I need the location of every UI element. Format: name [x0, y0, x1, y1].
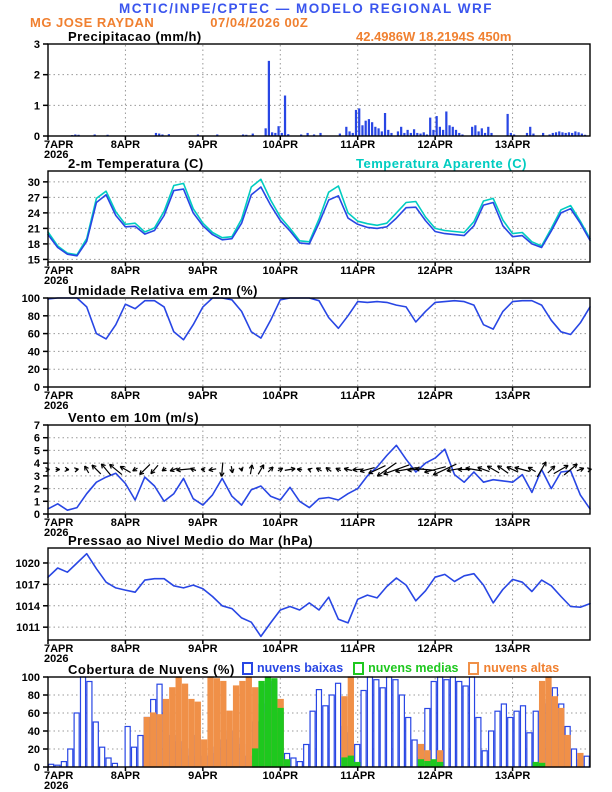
svg-text:0: 0	[33, 509, 40, 521]
svg-text:80: 80	[27, 310, 40, 323]
svg-text:11APR: 11APR	[340, 517, 376, 529]
svg-text:10APR: 10APR	[262, 390, 299, 402]
svg-text:7APR: 7APR	[44, 643, 74, 655]
svg-text:12APR: 12APR	[417, 139, 453, 151]
svg-text:13APR: 13APR	[494, 139, 531, 151]
svg-text:9APR: 9APR	[188, 770, 218, 782]
svg-text:9APR: 9APR	[188, 390, 218, 402]
svg-text:2026: 2026	[44, 780, 69, 792]
svg-text:21: 21	[27, 223, 40, 236]
svg-text:10APR: 10APR	[262, 139, 299, 151]
legend-temperatura-aparente: Temperatura Aparente (C)	[356, 156, 527, 171]
svg-text:2026: 2026	[44, 653, 69, 665]
svg-text:40: 40	[27, 346, 40, 359]
panel-title-humidity: Umidade Relativa em 2m (%)	[68, 283, 259, 298]
svg-text:10APR: 10APR	[262, 643, 299, 655]
panel-5	[22, 672, 590, 792]
svg-text:5: 5	[33, 445, 40, 458]
svg-text:12APR: 12APR	[417, 517, 453, 529]
svg-text:1020: 1020	[15, 557, 40, 570]
svg-text:8APR: 8APR	[110, 265, 141, 277]
svg-text:4: 4	[33, 458, 40, 471]
svg-text:1011: 1011	[16, 622, 40, 635]
svg-text:12APR: 12APR	[417, 770, 453, 782]
panel-title-temperature: 2-m Temperatura (C)	[68, 156, 204, 171]
svg-text:8APR: 8APR	[110, 517, 141, 529]
svg-text:30: 30	[27, 176, 40, 189]
svg-text:2: 2	[33, 69, 40, 82]
svg-text:1: 1	[33, 100, 40, 113]
svg-text:8APR: 8APR	[110, 390, 141, 402]
svg-text:2026: 2026	[44, 400, 69, 412]
svg-text:2026: 2026	[44, 275, 69, 287]
svg-text:2026: 2026	[44, 149, 69, 161]
svg-text:8APR: 8APR	[110, 643, 141, 655]
svg-text:10APR: 10APR	[262, 517, 299, 529]
svg-text:15: 15	[27, 254, 40, 267]
svg-text:1014: 1014	[15, 600, 40, 613]
panel-2	[22, 293, 590, 412]
svg-text:7APR: 7APR	[44, 265, 74, 277]
svg-text:12APR: 12APR	[417, 390, 453, 402]
report-title: MCTIC/INPE/CPTEC — MODELO REGIONAL WRF	[119, 1, 493, 16]
svg-text:80: 80	[27, 690, 40, 702]
svg-text:13APR: 13APR	[494, 643, 531, 655]
cloud-bars-nuvens-baixas	[49, 677, 590, 767]
svg-text:3: 3	[33, 39, 40, 51]
svg-text:9APR: 9APR	[188, 139, 218, 151]
line-series	[48, 554, 590, 637]
svg-text:60: 60	[27, 708, 40, 720]
location-coords: 42.4986W 18.2194S 450m	[356, 29, 512, 44]
svg-text:7: 7	[33, 420, 40, 432]
svg-text:9APR: 9APR	[188, 517, 218, 529]
precip-bars	[71, 61, 586, 136]
panel-title-clouds: Cobertura de Nuvens (%)	[68, 662, 235, 677]
svg-text:24: 24	[27, 207, 40, 220]
panel-1	[28, 171, 590, 287]
svg-text:11APR: 11APR	[340, 770, 376, 782]
svg-text:12APR: 12APR	[417, 643, 453, 655]
svg-text:100: 100	[21, 672, 40, 684]
svg-text:9APR: 9APR	[188, 643, 218, 655]
svg-text:2: 2	[33, 483, 40, 496]
svg-text:7APR: 7APR	[44, 770, 74, 782]
panel-title-wind: Vento em 10m (m/s)	[68, 410, 200, 425]
svg-text:1017: 1017	[15, 579, 40, 592]
svg-text:11APR: 11APR	[340, 643, 376, 655]
svg-text:8APR: 8APR	[110, 139, 141, 151]
svg-text:0: 0	[33, 131, 40, 143]
svg-text:9APR: 9APR	[188, 265, 218, 277]
legend-label-nuvens-baixas: nuvens baixas	[257, 661, 344, 675]
svg-text:0: 0	[33, 762, 40, 774]
svg-text:13APR: 13APR	[494, 390, 531, 402]
station-name: MG JOSE RAYDAN	[30, 15, 155, 30]
svg-text:13APR: 13APR	[494, 265, 531, 277]
svg-text:11APR: 11APR	[340, 139, 376, 151]
panel-0	[34, 39, 590, 161]
svg-text:11APR: 11APR	[340, 390, 376, 402]
svg-text:2026: 2026	[44, 527, 69, 539]
panel-4	[16, 548, 590, 665]
svg-text:13APR: 13APR	[494, 517, 531, 529]
svg-text:11APR: 11APR	[340, 265, 376, 277]
svg-text:7APR: 7APR	[44, 390, 74, 402]
svg-text:100: 100	[21, 293, 40, 305]
svg-text:7APR: 7APR	[44, 517, 74, 529]
svg-text:40: 40	[27, 726, 40, 738]
wind-barbs	[45, 462, 591, 477]
svg-text:20: 20	[27, 744, 40, 756]
svg-text:10APR: 10APR	[262, 770, 299, 782]
svg-text:27: 27	[27, 192, 40, 205]
svg-text:6: 6	[33, 432, 40, 445]
legend-label-nuvens-altas: nuvens altas	[483, 661, 560, 675]
legend-label-nuvens-medias: nuvens medias	[368, 661, 459, 675]
panel-title-pressure: Pressao ao Nivel Medio do Mar (hPa)	[68, 533, 314, 548]
svg-text:18: 18	[27, 238, 40, 251]
line-series	[48, 445, 590, 510]
panel-title-precipitation: Precipitacao (mm/h)	[68, 29, 202, 44]
svg-text:1: 1	[33, 496, 40, 509]
svg-text:13APR: 13APR	[494, 770, 531, 782]
panel-3	[34, 420, 592, 539]
svg-text:60: 60	[27, 328, 40, 341]
svg-text:7APR: 7APR	[44, 139, 74, 151]
svg-text:3: 3	[33, 470, 40, 483]
run-datetime: 07/04/2026 00Z	[210, 15, 309, 30]
svg-text:20: 20	[27, 364, 40, 377]
svg-text:8APR: 8APR	[110, 770, 141, 782]
svg-text:10APR: 10APR	[262, 265, 299, 277]
svg-text:0: 0	[33, 382, 40, 394]
svg-text:12APR: 12APR	[417, 265, 453, 277]
